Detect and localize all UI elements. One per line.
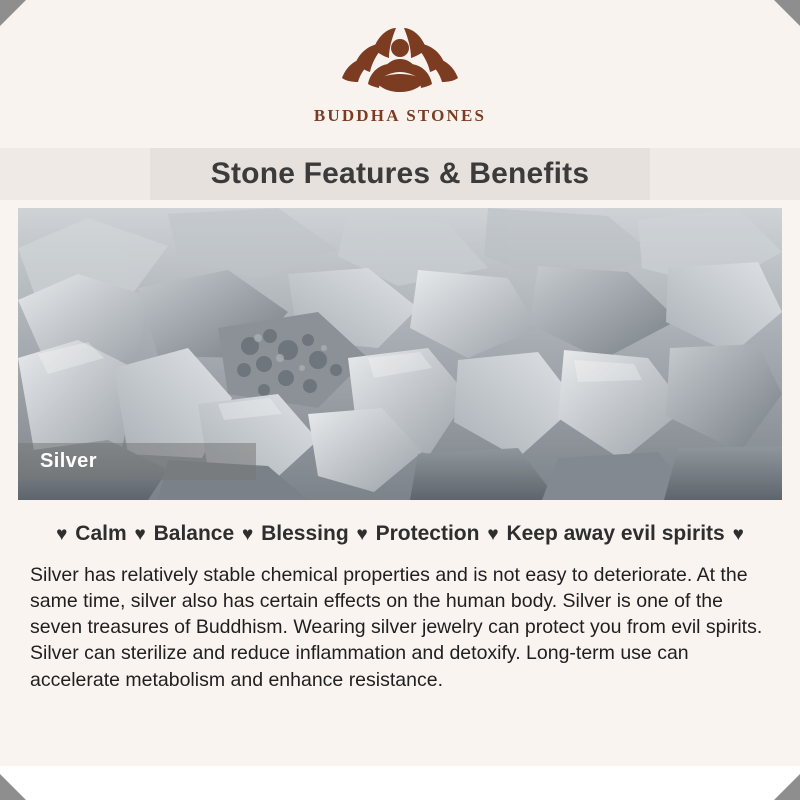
heart-icon: ♥ [487,524,499,545]
benefit-item-balance: Balance [153,522,235,545]
heart-icon: ♥ [134,524,146,545]
heart-icon: ♥ [356,524,368,545]
bottom-strip [0,766,800,800]
benefit-item-blessing: Blessing [261,522,349,545]
corner-accent-bottom-right [774,774,800,800]
description-text: Silver has relatively stable chemical properties and is not easy to deteriorate. At the same time, silver also has certain effects on the human body. Silver is one of the seven treasures of Buddhism. Wearing silver jewelry can protect you from evil spirits. Silver can sterilize and reduce inflammation and detoxify. Long-term use can accelerate metabolism and enhance resistance. [30,564,763,691]
title-band-right-accent [650,148,800,200]
brand-name: BUDDHA STONES [313,106,487,125]
brand-header [0,0,800,148]
photo-caption: Silver [18,443,256,480]
benefit-item-calm: Calm [75,522,127,545]
benefit-item-protection: Protection [375,522,480,545]
page-title: Stone Features & Benefits [210,157,590,190]
silver-ore-rocks-photo [18,208,782,500]
title-band [0,148,800,200]
heart-icon: ♥ [242,524,254,545]
heart-icon: ♥ [732,524,744,545]
heart-icon: ♥ [56,524,68,545]
benefits-line [26,522,774,546]
lotus-meditation-figure-icon [334,22,466,104]
corner-accent-top-left [0,0,26,26]
title-band-left-accent [0,148,150,200]
benefit-item-keep-away-evil-spirits: Keep away evil spirits [506,522,725,545]
corner-accent-top-right [774,0,800,26]
corner-accent-bottom-left [0,774,26,800]
